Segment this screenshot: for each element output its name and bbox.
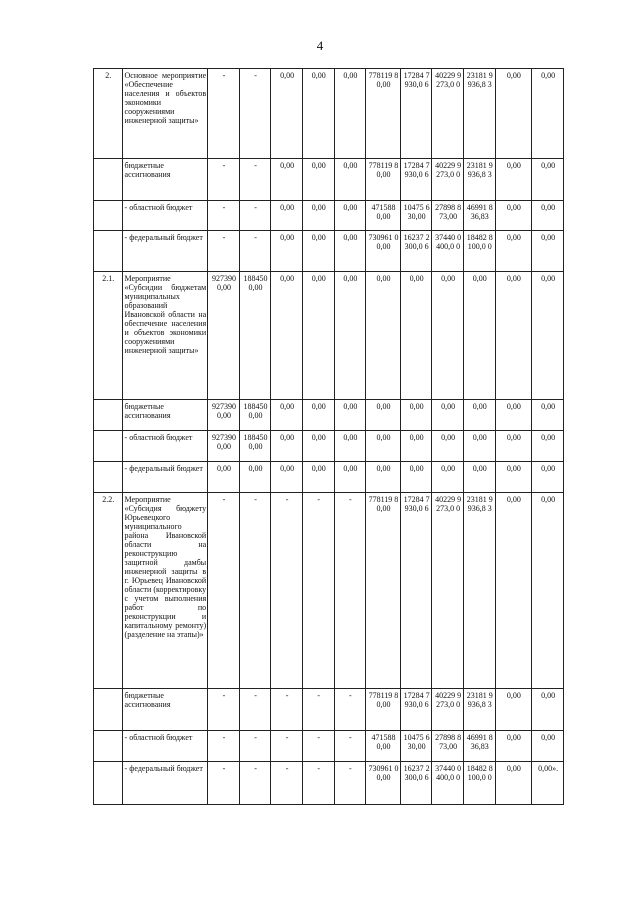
value-cell: 17284 7930,0 6 (400, 689, 432, 731)
value-cell: - (271, 762, 303, 805)
value-cell: 0,00 (532, 231, 564, 272)
table-row (94, 231, 564, 272)
value-cell: 0,00 (400, 272, 432, 400)
value-cell: - (208, 69, 240, 159)
value-cell: 188450 0,00 (239, 400, 271, 431)
table-row (94, 159, 564, 201)
value-cell: 0,00 (463, 462, 495, 493)
value-cell: - (208, 201, 240, 231)
value-cell: 0,00 (302, 462, 334, 493)
value-cell: 18482 8100,0 0 (463, 231, 495, 272)
value-cell: - (239, 762, 271, 805)
value-cell: 0,00 (532, 462, 564, 493)
value-cell: 0,00 (271, 462, 303, 493)
value-cell: 17284 7930,0 6 (400, 159, 432, 201)
budget-table-body (94, 69, 564, 805)
value-cell: 23181 9936,8 3 (463, 159, 495, 201)
value-cell: - (208, 231, 240, 272)
value-cell: 0,00 (334, 201, 366, 231)
row-name-cell: - федеральный бюджет (122, 231, 208, 272)
value-cell: 0,00 (400, 462, 432, 493)
row-number-cell (94, 400, 123, 431)
value-cell: 0,00 (366, 431, 401, 462)
value-cell: 27898 873,00 (432, 731, 464, 762)
value-cell: 0,00 (271, 231, 303, 272)
value-cell: 0,00 (495, 69, 532, 159)
value-cell: 0,00 (532, 400, 564, 431)
value-cell: 0,00 (208, 462, 240, 493)
value-cell: 0,00 (495, 762, 532, 805)
table-row (94, 762, 564, 805)
value-cell: 0,00 (495, 159, 532, 201)
value-cell: 46991 836,83 (463, 201, 495, 231)
row-number-cell: 2.1. (94, 272, 123, 400)
value-cell: 778119 80,00 (366, 689, 401, 731)
table-row (94, 400, 564, 431)
value-cell: 0,00 (432, 431, 464, 462)
row-number-cell: 2.2. (94, 493, 123, 689)
value-cell: 0,00 (495, 272, 532, 400)
value-cell: 0,00 (495, 231, 532, 272)
value-cell: - (271, 689, 303, 731)
value-cell: 37440 0400,0 0 (432, 231, 464, 272)
value-cell: 0,00 (334, 272, 366, 400)
value-cell: - (302, 762, 334, 805)
value-cell: - (239, 69, 271, 159)
value-cell: 0,00 (495, 400, 532, 431)
value-cell: 10475 630,00 (400, 201, 432, 231)
value-cell: 0,00 (334, 69, 366, 159)
value-cell: 23181 9936,8 3 (463, 493, 495, 689)
value-cell: 0,00 (271, 159, 303, 201)
value-cell: 0,00 (400, 400, 432, 431)
value-cell: 27898 873,00 (432, 201, 464, 231)
value-cell: 188450 0,00 (239, 272, 271, 400)
table-row (94, 431, 564, 462)
value-cell: 0,00 (432, 462, 464, 493)
value-cell: - (271, 493, 303, 689)
row-name-cell: бюджетные ассигнования (122, 400, 208, 431)
value-cell: 0,00 (532, 689, 564, 731)
value-cell: 778119 80,00 (366, 69, 401, 159)
value-cell: 0,00 (463, 400, 495, 431)
value-cell: - (239, 493, 271, 689)
row-name-cell: - областной бюджет (122, 431, 208, 462)
value-cell: - (334, 689, 366, 731)
value-cell: 18482 8100,0 0 (463, 762, 495, 805)
value-cell: 40229 9273,0 0 (432, 159, 464, 201)
value-cell: 0,00 (532, 69, 564, 159)
value-cell: 0,00 (302, 231, 334, 272)
value-cell: - (208, 689, 240, 731)
value-cell: 10475 630,00 (400, 731, 432, 762)
row-number-cell (94, 462, 123, 493)
row-number-cell (94, 201, 123, 231)
value-cell: 0,00 (302, 400, 334, 431)
row-name-cell: - областной бюджет (122, 201, 208, 231)
value-cell: 0,00 (334, 159, 366, 201)
value-cell: 40229 9273,0 0 (432, 493, 464, 689)
value-cell: 0,00 (334, 462, 366, 493)
value-cell: 778119 80,00 (366, 493, 401, 689)
value-cell: 0,00 (366, 400, 401, 431)
value-cell: 17284 7930,0 6 (400, 69, 432, 159)
value-cell: 0,00 (532, 731, 564, 762)
value-cell: - (239, 231, 271, 272)
row-number-cell (94, 431, 123, 462)
table-row (94, 272, 564, 400)
value-cell: 0,00 (334, 431, 366, 462)
row-number-cell (94, 731, 123, 762)
value-cell: - (208, 159, 240, 201)
value-cell: 0,00 (532, 159, 564, 201)
row-name-cell: Мероприятие «Субсидии бюджетам муниципальных образований Ивановской области на обеспечение населения и объектов экономики сооружениями инженерной защиты» (122, 272, 208, 400)
value-cell: 778119 80,00 (366, 159, 401, 201)
value-cell: 23181 9936,8 3 (463, 689, 495, 731)
budget-table (93, 68, 564, 805)
value-cell: 46991 836,83 (463, 731, 495, 762)
value-cell: 0,00 (302, 69, 334, 159)
table-row (94, 201, 564, 231)
table-row (94, 462, 564, 493)
row-name-cell: - федеральный бюджет (122, 762, 208, 805)
value-cell: 0,00 (463, 431, 495, 462)
value-cell: 0,00 (495, 431, 532, 462)
row-number-cell (94, 159, 123, 201)
table-row (94, 731, 564, 762)
table-row (94, 689, 564, 731)
value-cell: 0,00 (302, 272, 334, 400)
value-cell: 0,00 (463, 272, 495, 400)
value-cell: - (208, 762, 240, 805)
table-row (94, 69, 564, 159)
value-cell: 927390 0,00 (208, 272, 240, 400)
value-cell: 0,00 (239, 462, 271, 493)
value-cell: 0,00 (495, 689, 532, 731)
value-cell: 0,00 (271, 201, 303, 231)
row-number-cell: 2. (94, 69, 123, 159)
value-cell: 0,00 (495, 462, 532, 493)
value-cell: - (302, 689, 334, 731)
row-name-cell: - областной бюджет (122, 731, 208, 762)
row-number-cell (94, 762, 123, 805)
value-cell: - (239, 689, 271, 731)
page-number: 4 (316, 38, 324, 53)
value-cell: 16237 2300,0 6 (400, 231, 432, 272)
value-cell: 23181 9936,8 3 (463, 69, 495, 159)
value-cell: 0,00 (432, 272, 464, 400)
value-cell: 471588 0,00 (366, 731, 401, 762)
value-cell: 0,00 (366, 462, 401, 493)
value-cell: 730961 00,00 (366, 231, 401, 272)
value-cell: 0,00 (271, 400, 303, 431)
value-cell: - (302, 493, 334, 689)
row-number-cell (94, 689, 123, 731)
row-name-cell: бюджетные ассигнования (122, 159, 208, 201)
value-cell: 0,00 (334, 231, 366, 272)
value-cell: - (271, 731, 303, 762)
value-cell: 0,00 (532, 272, 564, 400)
value-cell: 0,00 (302, 431, 334, 462)
value-cell: 0,00 (400, 431, 432, 462)
value-cell: - (334, 731, 366, 762)
value-cell: - (239, 731, 271, 762)
value-cell: 927390 0,00 (208, 431, 240, 462)
value-cell: 0,00 (271, 431, 303, 462)
value-cell: 37440 0400,0 0 (432, 762, 464, 805)
value-cell: - (239, 159, 271, 201)
value-cell: 0,00 (495, 201, 532, 231)
table-row (94, 493, 564, 689)
row-name-cell: Основное мероприятие «Обеспечение населения и объектов экономики сооружениями инженерной защиты» (122, 69, 208, 159)
value-cell: 0,00 (302, 201, 334, 231)
value-cell: 471588 0,00 (366, 201, 401, 231)
value-cell: - (334, 493, 366, 689)
value-cell: 0,00». (532, 762, 564, 805)
value-cell: 0,00 (271, 272, 303, 400)
value-cell: 40229 9273,0 0 (432, 689, 464, 731)
value-cell: - (208, 731, 240, 762)
value-cell: 0,00 (334, 400, 366, 431)
value-cell: - (302, 731, 334, 762)
value-cell: - (208, 493, 240, 689)
row-number-cell (94, 231, 123, 272)
value-cell: 927390 0,00 (208, 400, 240, 431)
value-cell: 0,00 (302, 159, 334, 201)
value-cell: 40229 9273,0 0 (432, 69, 464, 159)
row-name-cell: - федеральный бюджет (122, 462, 208, 493)
value-cell: 0,00 (366, 272, 401, 400)
value-cell: 0,00 (532, 431, 564, 462)
value-cell: - (334, 762, 366, 805)
value-cell: 0,00 (432, 400, 464, 431)
value-cell: 0,00 (495, 493, 532, 689)
value-cell: 0,00 (495, 731, 532, 762)
value-cell: 730961 00,00 (366, 762, 401, 805)
value-cell: 0,00 (532, 493, 564, 689)
row-name-cell: бюджетные ассигнования (122, 689, 208, 731)
value-cell: 0,00 (532, 201, 564, 231)
value-cell: 0,00 (271, 69, 303, 159)
value-cell: 17284 7930,0 6 (400, 493, 432, 689)
row-name-cell: Мероприятие «Субсидия бюджету Юрьевецкого муниципального района Ивановской области на реконструкцию защитной дамбы инженерной защиты в г. Юрьевец Ивановской области (корректировку с учетом выполнения работ по реконструкции и капитальному ремонту) (разделение на этапы)» (122, 493, 208, 689)
value-cell: 16237 2300,0 6 (400, 762, 432, 805)
value-cell: 188450 0,00 (239, 431, 271, 462)
value-cell: - (239, 201, 271, 231)
